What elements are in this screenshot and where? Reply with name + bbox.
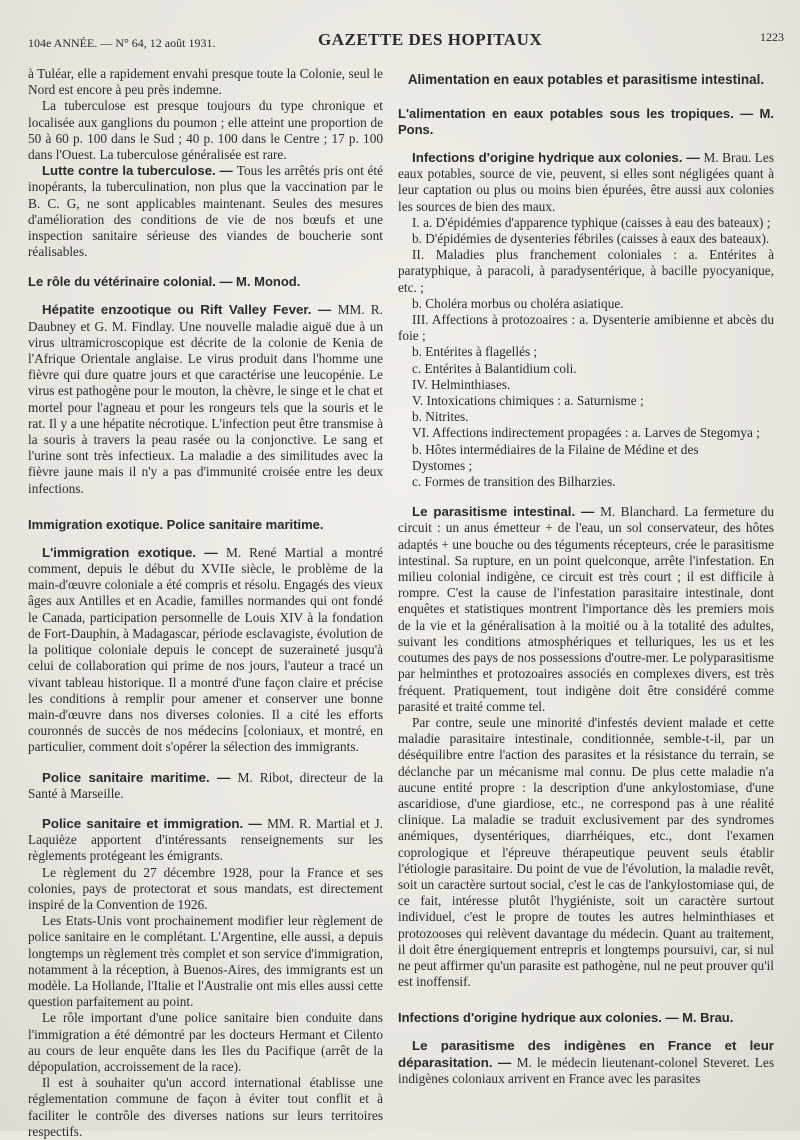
section-title: L'alimentation en eaux potables sous les tropiques. — M. Pons. — [398, 106, 774, 137]
issue-info: 104e ANNÉE. — N° 64, 12 août 1931. — [28, 36, 216, 50]
page-header — [28, 14, 784, 54]
list-item: c. Entérites à Balantidium coli. — [412, 360, 577, 376]
list-item: b. Entérites à flagellés ; — [412, 344, 538, 360]
list-item: Dystomes ; — [412, 457, 473, 473]
paragraph: Police sanitaire et immigration. — MM. R. Martial et J. Laquièze apportent d'intéressants renseignements sur les règlements protégeant les émigrants. — [28, 815, 383, 864]
section-title: Le rôle du vétérinaire colonial. — M. Monod. — [28, 274, 301, 290]
paragraph: Le rôle important d'une police sanitaire bien conduite dans l'immigration a été démontré par les docteurs Hermant et Cilento au cours de leur enquête dans les Iles du Pacifique (arrêt de la dépopulation, accroissement de la race). — [28, 1010, 383, 1074]
journal-title: GAZETTE DES HOPITAUX — [318, 30, 543, 49]
list-item: b. D'épidémies de dysenteries fébriles (caisses à eaux des bateaux). — [412, 231, 770, 247]
paragraph: Le règlement du 27 décembre 1928, pour la France et ses colonies, pays de protectorat et sous mandats, est directement inspiré de la Convention de 1926. — [28, 864, 383, 912]
paragraph: Les Etats-Unis vont prochainement modifier leur règlement de police sanitaire en le complétant. L'Argentine, elle aussi, a depuis longtemps un règlement très complet et son service d'immigration, notamment à la réception, à Buenos-Aires, des immigrants est un modèle. La Hollande, l'Italie et l'Australie ont mis elles aussi cette question parfaitement au point. — [28, 913, 383, 1010]
list-item: II. Maladies plus franchement coloniales : a. Entérites à paratyphique, à paracoli, à paradysentérique, à bacille pyocyanique, etc. ; — [398, 247, 774, 295]
section-title: Alimentation en eaux potables et parasitisme intestinal. — [407, 72, 765, 87]
paragraph: à Tuléar, elle a rapidement envahi presque toute la Colonie, seul le Nord est encore à peu près indemne. — [28, 66, 383, 98]
list-item: V. Intoxications chimiques : a. Saturnisme ; — [412, 393, 644, 409]
list-item: III. Affections à protozoaires : a. Dysenterie amibienne et abcès du foie ; — [398, 312, 774, 344]
paragraph: Le parasitisme intestinal. — M. Blanchard. La fermeture du circuit : un anus émetteur + de l'eau, un sol conservateur, des hôtes adaptés + une bouche ou des téguments récepteurs, crée le parasitisme intestinal. Sa rupture, en un point quelconque, arrête l'infestation. En milieu colonial indigène, ce circuit est très court ; il est difficile à rompre. C'est la cause de l'infestation parasitaire intestinale, dont enquêtes et statistiques montrent l'importance dès les premiers mois de la vie et la généralisation à la moitié ou à la totalité des adultes, suivant les conditions atmosphériques et telluriques, les us et les coutumes des pays de nos possessions d'outre-mer. Le polyparasitisme par helminthes et protozoaires associés en complexes divers, est très fréquent. Pratiquement, tout indigène doit être considéré comme parasité et traité comme tel. — [398, 504, 774, 714]
list-item: b. Nitrites. — [412, 409, 469, 425]
page-number: 1223 — [760, 30, 784, 44]
paragraph: Hépatite enzootique ou Rift Valley Fever. — MM. R. Daubney et G. M. Findlay. Une nouvelle maladie aiguë due à un virus ultramicroscopique est décrite de la colonie de Kenia de l'Afrique Orientale anglaise. Le virus produit dans l'homme une fièvre qui dure quatre jours et que caractérise une leucopénie. Le virus est pathogène pour le mouton, la chèvre, le singe et le chat et mortel pour l'agneau et pour les rongeurs tels que la souris et le rat. Il y a une hépatite nécrotique. L'infection peut être transmise à la souris à travers la peau rasée ou la conjonctive. Le sang et l'urine sont très infectieux. La maladie a des similitudes avec la fièvre jaune mais il n'y a pas d'immunité croisée entre les deux infections. — [28, 302, 383, 496]
paragraph: La tuberculose est presque toujours du type chronique et localisée aux ganglions du poumon ; elle atteint une proportion de 50 à 60 p. 100 dans le Sud ; 40 p. 100 dans le Centre ; 17 p. 100 dans l'Ouest. La tuberculose généralisée est rare. — [28, 98, 383, 163]
list-item: b. Choléra morbus ou choléra asiatique. — [412, 295, 624, 311]
section-title: Infections d'origine hydrique aux colonies. — M. Brau. — [398, 1010, 734, 1026]
paragraph: Par contre, seule une minorité d'infestés devient malade et cette maladie parasitaire intestinale, conditionnée, semble-t-il, par un déséquilibre entre l'action des parasites et la résistance du terrain, se déclanche par un mécanisme mal connu. De plus cette maladie n'a aucune entité propre : la description d'une ankylostomiase, d'une ascaridiose, d'une giardiose, etc., ne correspond pas à une réalité clinique. La maladie se traduit exclusivement par des syndromes anémiques, dysentériques, diarrhéiques, etc., dont l'examen coprologique et l'épreuve thérapeutique peuvent seuls établir l'étiologie parasitaire. Du point de vue de l'évolution, la maladie revêt, soit un caractère surtout social, c'est le cas de l'ankylostomiase qui, de ce fait, intéresse plutôt l'hygiéniste, soit un caractère surtout individuel, c'est le propre de toutes les autres helminthiases et protozooses qui relèvent davantage du médecin. Quant au traitement, il doit être énergiquement entrepris et longtemps poursuivi, car, si nul ne peut affirmer qu'un parasite est pathogène, nul ne peut prouver qu'il est inoffensif. — [398, 714, 774, 990]
paragraph: Lutte contre la tuberculose. — Tous les arrêtés pris ont été inopérants, la tuberculination, non plus que la vaccination par le B. C. G, ne sont applicables maintenant. Seules des mesures d'amélioration des conditions de vie de nos bœufs et une inspection sanitaire sérieuse des viandes de boucherie sont réalisables. — [28, 163, 383, 260]
list-item: VI. Affections indirectement propagées : a. Larves de Stegomya ; — [412, 425, 760, 441]
list-item: c. Formes de transition des Bilharzies. — [412, 474, 616, 490]
list-item: I. a. D'épidémies d'apparence typhique (caisses à eau des bateaux) ; — [412, 214, 771, 230]
paragraph: Il est à souhaiter qu'un accord international établisse une réglementation commune de façon à éviter tout conflit et à faciliter le contrôle des diverses nations sur leurs territoires respectifs. — [28, 1075, 383, 1139]
list-item: b. Hôtes intermédiaires de la Filaine de Médine et des — [412, 441, 699, 457]
paragraph: Infections d'origine hydrique aux colonies. — M. Brau. Les eaux potables, source de vie, peuvent, si elles sont négligées quant à leur captation ou plus ou moins bien épurées, être aussi aux colonies les sources de bien des maux. — [398, 150, 774, 214]
paragraph: Le parasitisme des indigènes en France et leur déparasitation. — M. le médecin lieutenant-colonel Steveret. Les indigènes coloniaux arrivent en France avec les parasites — [398, 1038, 774, 1086]
left-column — [28, 66, 383, 1139]
paragraph: L'immigration exotique. — M. René Martial a montré comment, depuis le début du XVIIe siècle, le problème de la main-d'œuvre coloniale a été compris et résolu. Engagés des vieux âges aux Antilles et en Acadie, familles normandes qui ont fondé le Canada, participation personnelle de Louis XIV à la fondation de Fort-Dauphin, à Madagascar, période esclavagiste, évolution de la politique coloniale depuis le concept de suzeraineté jusqu'à celui de collaboration qui prime de nos jours, l'auteur a tracé un vivant tableau historique. Il a montré d'une façon claire et précise les conditions à remplir pour amener et conserver une bonne main-d'œuvre dans nos diverses colonies. Il a cité les efforts couronnés de succès de nos médecins [coloniaux, et montré, en particulier, comment doit s'opérer la sélection des immigrants. — [28, 544, 383, 755]
section-title: Immigration exotique. Police sanitaire maritime. — [28, 516, 324, 532]
right-column — [398, 66, 774, 1115]
paragraph: Police sanitaire maritime. — M. Ribot, directeur de la Santé à Marseille. — [28, 769, 383, 801]
list-item: IV. Helminthiases. — [412, 376, 511, 392]
